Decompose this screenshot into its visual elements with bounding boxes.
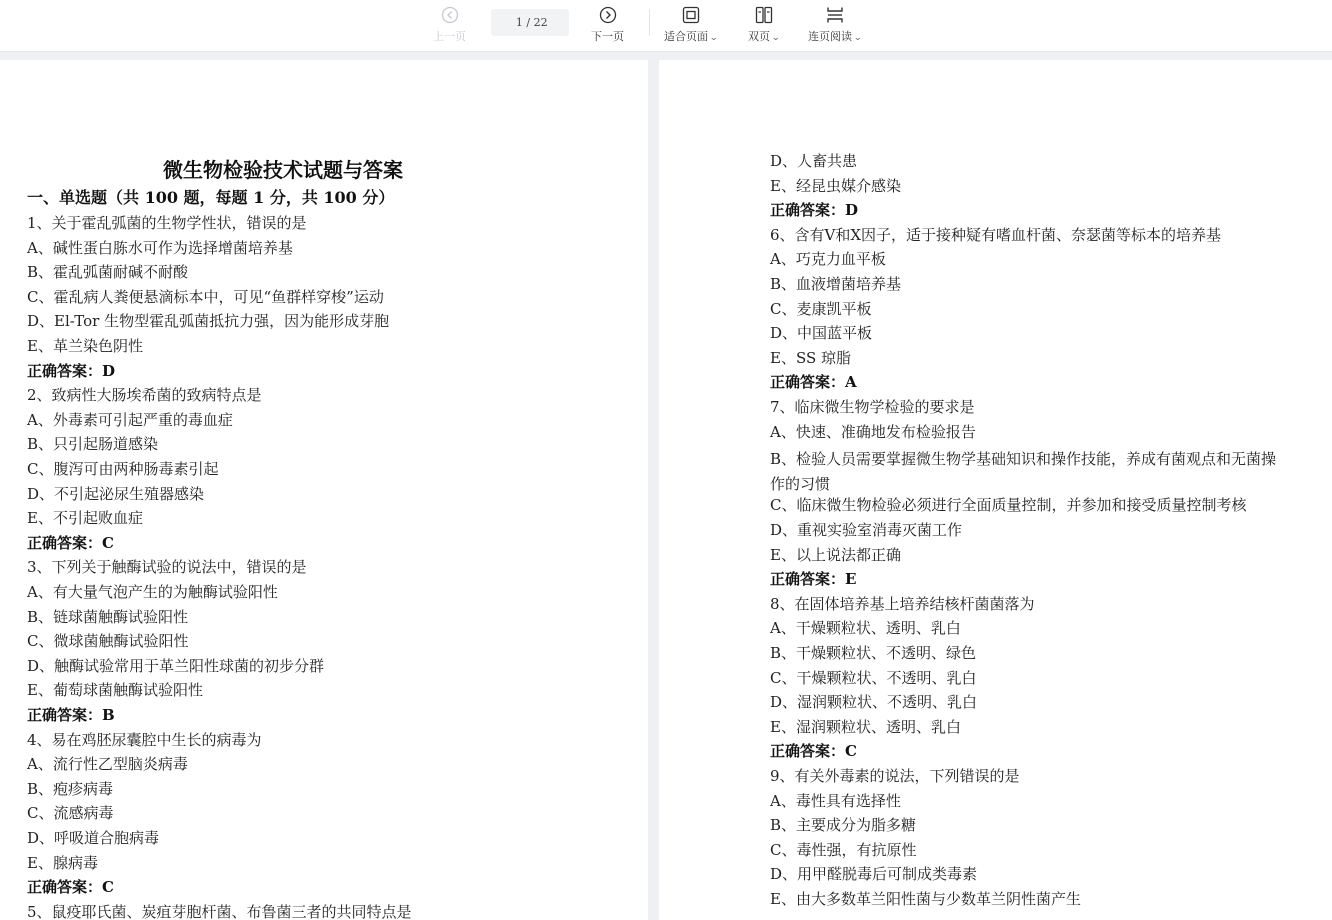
question-line: 6、含有Ⅴ和Ⅹ因子，适于接种疑有嗜血杆菌、奈瑟菌等标本的培养基 (770, 225, 1222, 244)
question-line: 3、下列关于触酶试验的说法中，错误的是 (27, 558, 307, 577)
chevron-down-icon: ⌄ (709, 33, 719, 43)
question-line: B、干燥颗粒状、不透明、绿色 (770, 644, 977, 662)
next-page-button[interactable] (591, 4, 624, 44)
fit-page-icon (682, 4, 700, 26)
continuous-reading-dropdown[interactable] (808, 4, 862, 44)
prev-page-button[interactable] (433, 4, 466, 44)
question-line: C、微球菌触酶试验阳性 (27, 632, 189, 651)
chevron-down-icon: ⌄ (771, 33, 781, 43)
answer-line: 正确答案：D (27, 361, 116, 380)
question-line: B、链球菌触酶试验阳性 (27, 607, 189, 626)
question-line: C、干燥颗粒状、不透明、乳白 (770, 668, 977, 687)
question-line: D、重视实验室消毒灭菌工作 (770, 521, 963, 539)
question-line: A、流行性乙型脑炎病毒 (27, 755, 188, 774)
question-line: E、以上说法都正确 (770, 545, 901, 564)
chevron-right-circle-icon (599, 4, 617, 26)
question-line: B、主要成分为脂多糖 (770, 816, 917, 835)
question-line: E、经昆虫媒介感染 (770, 176, 901, 195)
question-line: A、有大量气泡产生的为触酶试验阳性 (27, 583, 278, 601)
pdf-toolbar (0, 0, 1332, 52)
question-line: 9、有关外毒素的说法，下列错误的是 (770, 767, 1020, 785)
continuous-reading-label: 连页阅读 (808, 30, 852, 43)
chevron-down-icon: ⌄ (853, 33, 863, 43)
question-line: 5、鼠疫耶氏菌、炭疽芽胞杆菌、布鲁菌三者的共同特点是 (27, 902, 412, 920)
toolbar-divider (649, 10, 650, 36)
question-line: A、碱性蛋白胨水可作为选择增菌培养基 (27, 238, 293, 257)
fit-page-dropdown[interactable] (664, 4, 718, 44)
question-line: B、只引起肠道感染 (27, 435, 159, 454)
page-indicator (491, 9, 569, 36)
question-line: 7、临床微生物学检验的要求是 (770, 398, 975, 416)
question-line: E、革兰染色阴性 (27, 337, 143, 355)
question-line: A、毒性具有选择性 (770, 791, 901, 810)
document-title: 微生物检验技术试题与答案 (163, 158, 403, 182)
next-page-label: 下一页 (591, 30, 624, 43)
answer-line: 正确答案：C (27, 533, 114, 552)
question-line: D、El-Tor 生物型霍乱弧菌抵抗力强，因为能形成芽胞 (27, 312, 390, 331)
question-line: B、疱疹病毒 (27, 779, 114, 798)
double-page-label: 双页 (748, 30, 770, 43)
question-line: D、不引起泌尿生殖器感染 (27, 484, 205, 503)
answer-line: 正确答案：A (770, 373, 857, 392)
question-line: D、人畜共患 (770, 152, 858, 170)
question-line: E、腺病毒 (27, 853, 98, 872)
question-line: A、快速、准确地发布检验报告 (770, 422, 976, 441)
question-line: D、中国蓝平板 (770, 324, 873, 343)
double-page-dropdown[interactable] (748, 4, 780, 44)
question-line: D、呼吸道合胞病毒 (27, 829, 160, 847)
answer-line: 正确答案：E (770, 570, 857, 589)
question-line: C、流感病毒 (27, 804, 114, 823)
page-total: / 22 (526, 16, 548, 29)
question-line: C、毒性强，有抗原性 (770, 840, 917, 859)
question-line: C、麦康凯平板 (770, 299, 872, 318)
question-line: E、湿润颗粒状、透明、乳白 (770, 717, 961, 736)
question-line: 8、在固体培养基上培养结核杆菌菌落为 (770, 594, 1035, 613)
question-line: C、腹泻可由两种肠毒素引起 (27, 460, 219, 478)
question-line: D、触酶试验常用于革兰阳性球菌的初步分群 (27, 656, 325, 675)
double-page-icon (755, 4, 773, 26)
answer-line: 正确答案：D (770, 201, 859, 220)
question-line: A、外毒素可引起严重的毒血症 (27, 410, 233, 429)
continuous-scroll-icon (826, 4, 844, 26)
question-line: E、由大多数革兰阳性菌与少数革兰阴性菌产生 (770, 890, 1081, 908)
question-line: 2、致病性大肠埃希菌的致病特点是 (27, 386, 262, 405)
question-line: B、霍乱弧菌耐碱不耐酸 (27, 263, 189, 282)
question-line: C、临床微生物检验必须进行全面质量控制，并参加和接受质量控制考核 (770, 496, 1247, 515)
question-line: C、霍乱病人粪便悬滴标本中，可见“鱼群样穿梭”运动 (27, 287, 384, 306)
question-line: B、血液增菌培养基 (770, 275, 902, 293)
fit-page-label: 适合页面 (664, 30, 708, 43)
question-line: A、巧克力血平板 (770, 250, 886, 269)
page-number-input[interactable] (512, 16, 526, 29)
document-page-left (0, 60, 648, 920)
prev-page-label: 上一页 (433, 30, 466, 43)
question-line: B、检验人员需要掌握微生物学基础知识和操作技能，养成有菌观点和无菌操作的习惯 (770, 450, 1277, 493)
question-line: E、不引起败血症 (27, 509, 143, 528)
question-line: D、用甲醛脱毒后可制成类毒素 (770, 865, 978, 884)
question-line: A、干燥颗粒状、透明、乳白 (770, 619, 961, 638)
section-heading: 一、单选题（共 100 题，每题 1 分，共 100 分） (27, 188, 395, 207)
question-line: 1、关于霍乱弧菌的生物学性状，错误的是 (27, 214, 307, 232)
question-line: D、湿润颗粒状、不透明、乳白 (770, 693, 978, 712)
question-line: E、SS 琼脂 (770, 348, 852, 367)
chevron-left-circle-icon (441, 4, 459, 26)
answer-line: 正确答案：B (27, 706, 115, 724)
question-line: E、葡萄球菌触酶试验阳性 (27, 681, 203, 700)
document-page-right (659, 60, 1332, 920)
answer-line: 正确答案：C (27, 878, 114, 897)
answer-line: 正确答案：C (770, 742, 857, 761)
question-line: 4、易在鸡胚尿囊腔中生长的病毒为 (27, 730, 262, 749)
